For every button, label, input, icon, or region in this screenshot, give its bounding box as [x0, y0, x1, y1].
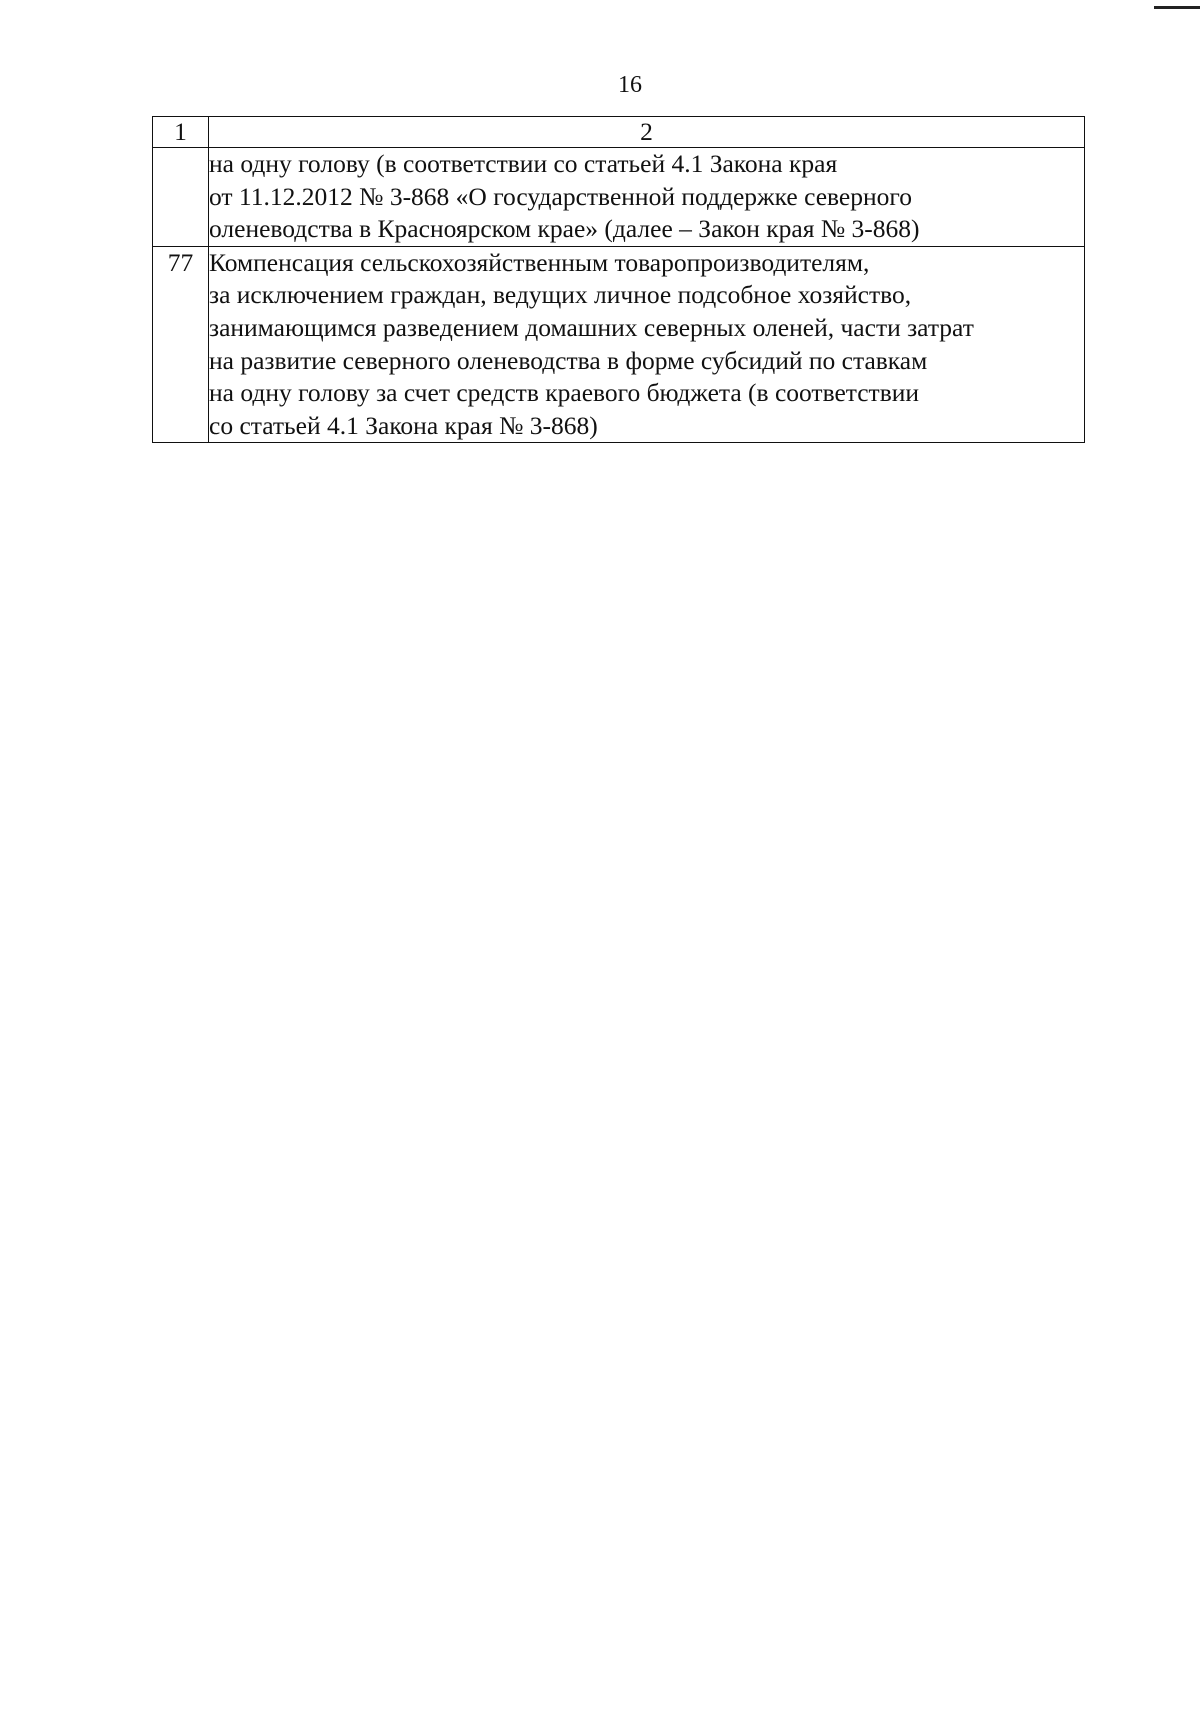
document-table — [152, 116, 1085, 443]
text-line: на одну голову за счет средств краевого бюджета (в соответствии — [209, 378, 920, 408]
header-cell-col1: 1 — [153, 117, 209, 148]
page-number: 16 — [618, 72, 642, 98]
row-number-cell — [153, 148, 209, 247]
text-line: Компенсация сельскохозяйственным товаропроизводителям, — [209, 247, 870, 277]
text-line: от 11.12.2012 № 3-868 «О государственной поддержке северного — [209, 181, 912, 211]
row-number-cell: 77 — [153, 246, 209, 443]
text-line: занимающимся разведением домашних северных оленей, части затрат — [209, 312, 974, 342]
scan-edge-mark — [1154, 6, 1200, 9]
text-line: на развитие северного оленеводства в форме субсидий по ставкам — [209, 345, 928, 375]
table-row — [153, 246, 1085, 443]
text-line: оленеводства в Красноярском крае» (далее – Закон края № 3-868) — [209, 214, 920, 244]
text-line: на одну голову (в соответствии со статьей 4.1 Закона края — [209, 149, 838, 178]
text-line: за исключением граждан, ведущих личное подсобное хозяйство, — [209, 280, 912, 310]
table-row — [153, 148, 1085, 247]
table-header-row — [153, 117, 1085, 148]
header-cell-col2: 2 — [209, 117, 1085, 148]
row-text-cell — [209, 148, 1085, 247]
text-line: со статьей 4.1 Закона края № 3-868) — [209, 410, 598, 440]
row-text-cell — [209, 246, 1085, 443]
